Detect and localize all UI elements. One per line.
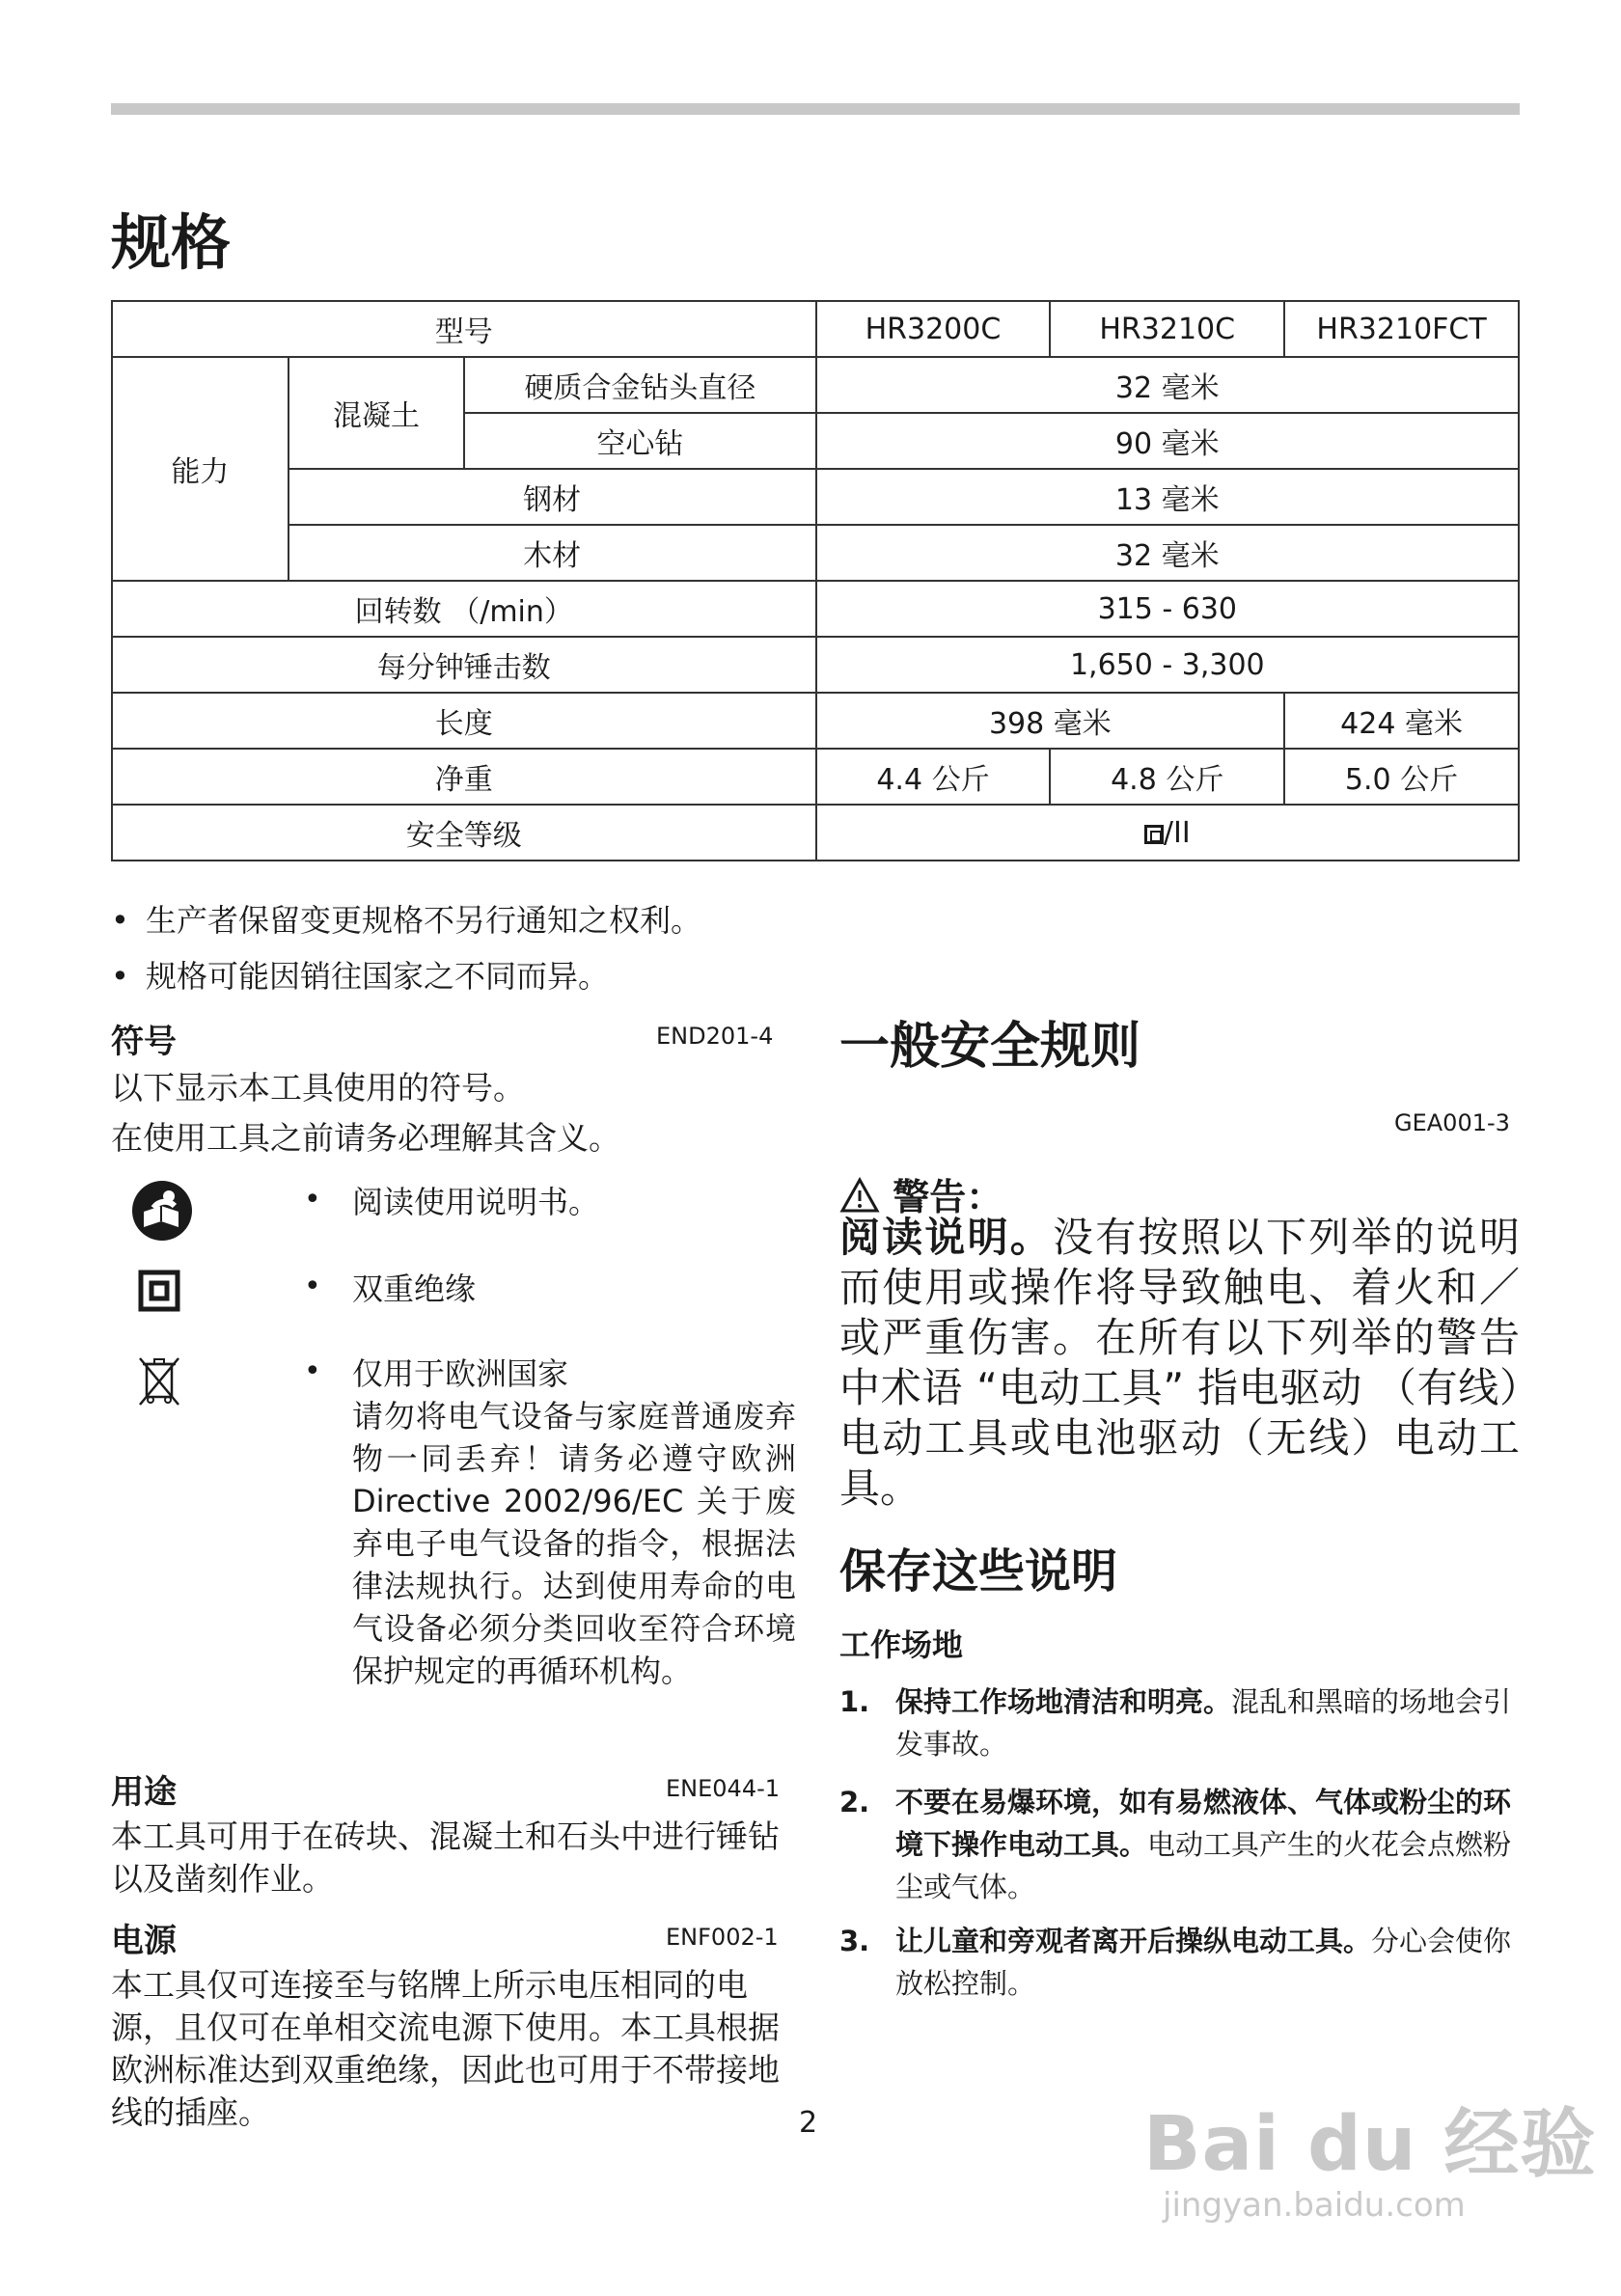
note-text: 生产者保留变更规格不另行通知之权利。 <box>146 902 702 939</box>
table-row <box>112 581 1519 637</box>
note-text: 规格可能因销往国家之不同而异。 <box>146 958 610 995</box>
bullet-icon: • <box>111 902 129 939</box>
capacity-label: 能力 <box>112 357 288 581</box>
model-name: HR3210C <box>1050 301 1284 357</box>
double-insulation-icon <box>138 1270 180 1316</box>
weight-value: 4.8 公斤 <box>1050 749 1284 805</box>
model-label: 型号 <box>112 301 816 357</box>
symbol-item-weee <box>111 1354 806 1721</box>
spec-table <box>111 300 1520 861</box>
safety-code: GEA001-3 <box>1394 1109 1510 1136</box>
length-label: 长度 <box>112 693 816 749</box>
usage-heading: 用途 <box>111 1773 177 1812</box>
core-label: 空心钻 <box>464 413 815 469</box>
symbols-heading: 符号 <box>111 1023 177 1061</box>
symbols-intro: 在使用工具之前请务必理解其含义。 <box>111 1119 620 1157</box>
double-insulation-icon <box>1144 825 1164 844</box>
usage-text: 本工具可用于在砖块、混凝土和石头中进行锤钻以及凿刻作业。 <box>111 1818 780 1898</box>
weight-value: 4.4 公斤 <box>816 749 1051 805</box>
symbol-text: 阅读使用说明书。 <box>352 1184 600 1220</box>
carbide-value: 32 毫米 <box>816 357 1519 413</box>
item-number: 2. <box>839 1786 870 1818</box>
list-item <box>839 1781 1520 1908</box>
table-row <box>112 637 1519 693</box>
item-text: 电动工具产生的火花会点燃粉尘或气体。 <box>895 1828 1512 1903</box>
item-bold: 让儿童和旁观者离开后操纵电动工具。 <box>895 1925 1372 1957</box>
table-row <box>112 525 1519 581</box>
steel-label: 钢材 <box>288 469 816 525</box>
bpm-label: 每分钟锤击数 <box>112 637 816 693</box>
workplace-heading: 工作场地 <box>839 1626 964 1663</box>
table-row <box>112 469 1519 525</box>
symbol-text: 双重绝缘 <box>352 1271 477 1307</box>
carbide-label: 硬质合金钻头直径 <box>464 357 815 413</box>
crossed-bin-icon <box>136 1354 182 1412</box>
watermark-url: jingyan.baidu.com <box>1163 2186 1466 2225</box>
list-item <box>111 948 701 1004</box>
page-number: 2 <box>799 2106 818 2140</box>
wood-label: 木材 <box>288 525 816 581</box>
save-title: 保存这些说明 <box>839 1544 1118 1599</box>
length-value: 398 毫米 <box>816 693 1285 749</box>
warning-lead: 阅读说明。 <box>839 1214 1053 1261</box>
usage-code: ENE044-1 <box>666 1775 781 1802</box>
length-value: 424 毫米 <box>1284 693 1519 749</box>
symbols-code: END201-4 <box>656 1023 774 1050</box>
symbol-item-double-insulation <box>111 1266 806 1324</box>
watermark <box>1143 2084 1597 2225</box>
weight-label: 净重 <box>112 749 816 805</box>
read-manual-icon <box>130 1179 194 1246</box>
symbol-title: 仅用于欧洲国家 <box>352 1355 569 1392</box>
warning-label: 警告： <box>893 1176 1003 1218</box>
bullet-icon: • <box>304 1270 321 1303</box>
symbol-item-manual <box>111 1177 806 1244</box>
power-heading: 电源 <box>111 1922 177 1960</box>
symbol-detail: 请勿将电气设备与家庭普通废弃物一同丢弃！请务必遵守欧洲 Directive 2002/96/EC 关于废弃电子电气设备的指令，根据法律法规执行。达到使用寿命的电气设备必须分类回收至符合环境保护规定的再循环机构。 <box>352 1398 796 1689</box>
item-text: 分心会使你放松控制。 <box>895 1925 1512 2000</box>
steel-value: 13 毫米 <box>816 469 1519 525</box>
warning-icon <box>839 1177 880 1214</box>
model-name: HR3200C <box>816 301 1051 357</box>
table-row <box>112 357 1519 413</box>
safety-class-text: /II <box>1163 815 1191 850</box>
list-item <box>839 1920 1520 2005</box>
item-number: 1. <box>839 1685 870 1718</box>
bpm-value: 1,650 - 3,300 <box>816 637 1519 693</box>
warning-body <box>839 1213 1520 1514</box>
weight-value: 5.0 公斤 <box>1284 749 1519 805</box>
item-number: 3. <box>839 1925 870 1957</box>
item-text: 混乱和黑暗的场地会引发事故。 <box>895 1685 1512 1761</box>
item-bold: 不要在易爆环境，如有易燃液体、气体或粉尘的环境下操作电动工具。 <box>895 1786 1512 1861</box>
warning-text: 没有按照以下列举的说明而使用或操作将导致触电、着火和／或严重伤害。在所有以下列举的警告中术语 “电动工具” 指电驱动 （有线）电动工具或电池驱动（无线）电动工具。 <box>839 1214 1520 1512</box>
symbol-text <box>352 1353 796 1692</box>
concrete-label: 混凝土 <box>288 357 465 469</box>
list-item <box>111 892 701 948</box>
bullet-icon: • <box>304 1354 321 1388</box>
safety-title: 一般安全规则 <box>839 1018 1141 1076</box>
table-row <box>112 805 1519 861</box>
rpm-label: 回转数 （/min） <box>112 581 816 637</box>
model-name: HR3210FCT <box>1284 301 1519 357</box>
symbols-intro: 以下显示本工具使用的符号。 <box>111 1069 525 1107</box>
wood-value: 32 毫米 <box>816 525 1519 581</box>
watermark-logo: Bai du 经验 <box>1143 2101 1597 2188</box>
bullet-icon: • <box>304 1183 321 1216</box>
spec-notes <box>111 892 701 1004</box>
safety-value <box>816 805 1519 861</box>
page-title: 规格 <box>111 207 232 278</box>
power-text: 本工具仅可连接至与铭牌上所示电压相同的电源，且仅可在单相交流电源下使用。本工具根据欧洲标准达到双重绝缘，因此也可用于不带接地线的插座。 <box>111 1966 780 2131</box>
table-row <box>112 301 1519 357</box>
core-value: 90 毫米 <box>816 413 1519 469</box>
list-item <box>839 1681 1520 1765</box>
power-code: ENF002-1 <box>666 1924 779 1951</box>
table-row <box>112 749 1519 805</box>
safety-label: 安全等级 <box>112 805 816 861</box>
bullet-icon: • <box>111 958 129 995</box>
table-row <box>112 693 1519 749</box>
header-rule <box>111 103 1520 115</box>
item-bold: 保持工作场地清洁和明亮。 <box>895 1685 1232 1718</box>
rpm-value: 315 - 630 <box>816 581 1519 637</box>
